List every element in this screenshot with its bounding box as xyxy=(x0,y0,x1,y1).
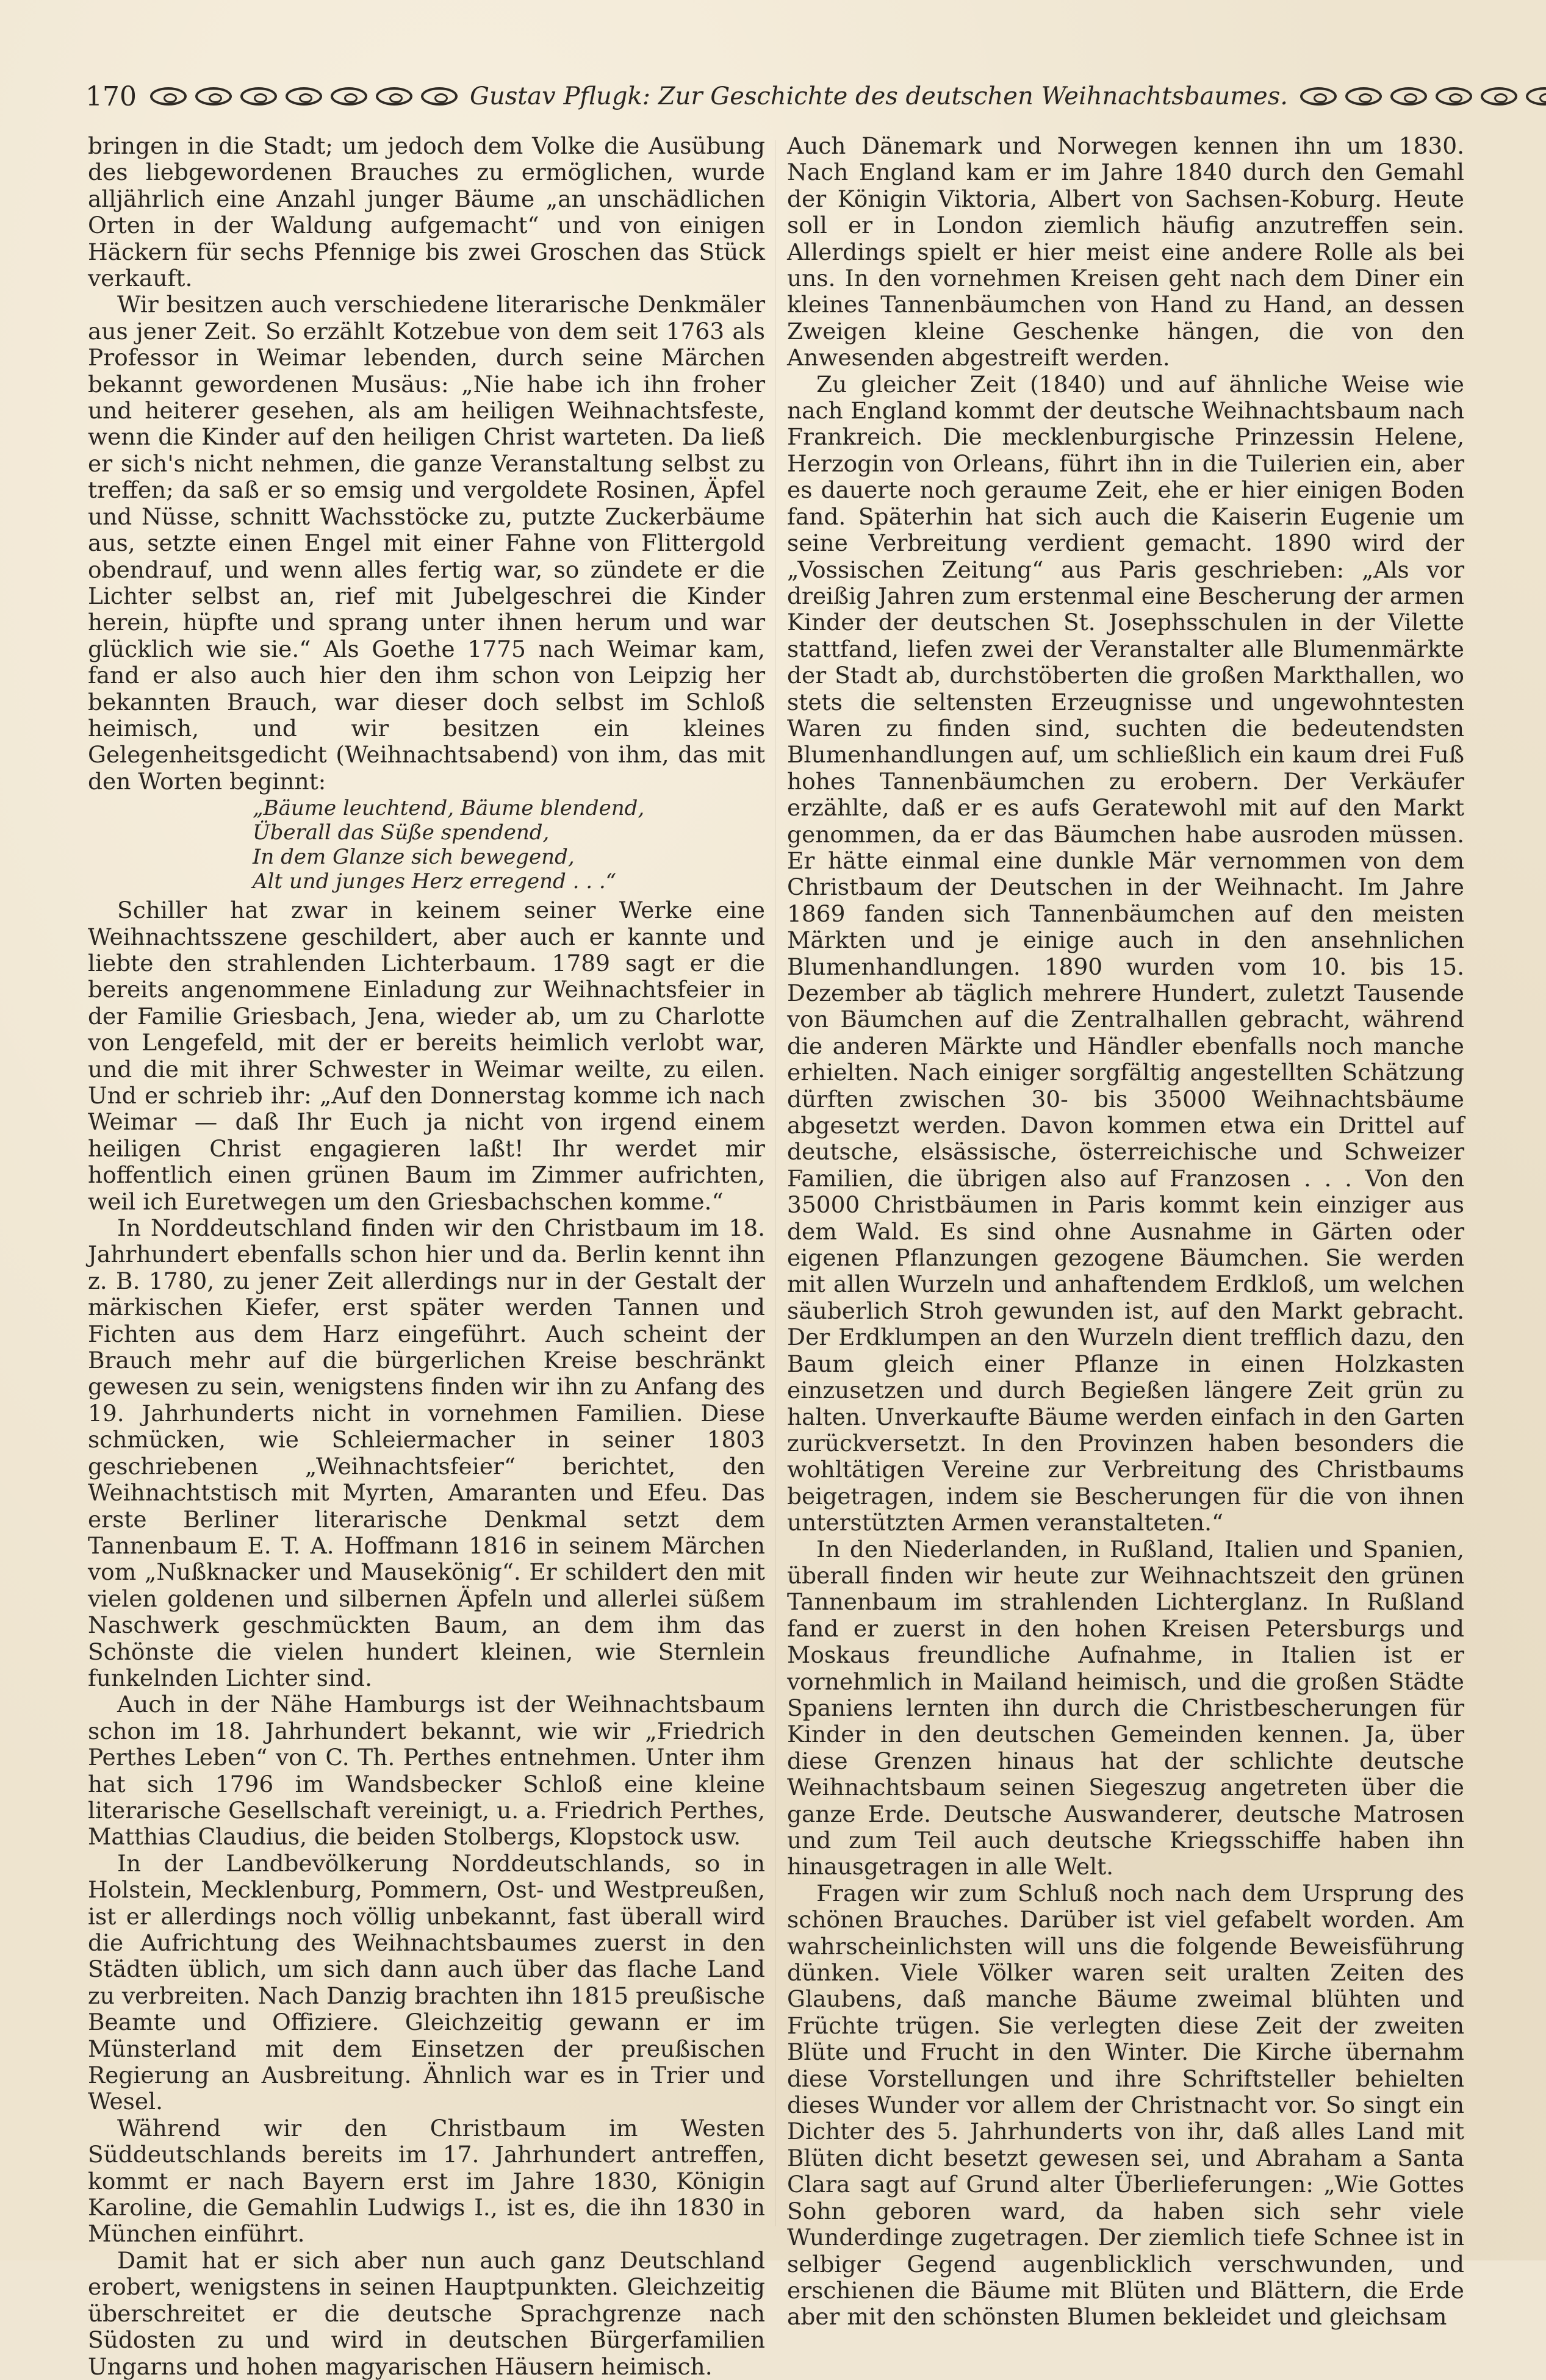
right-column xyxy=(787,133,1464,2331)
poem-line: In dem Glanze sich bewegend, xyxy=(253,845,575,870)
paragraph: Zu gleicher Zeit (1840) und auf ähnliche Weise wie nach England kommt der deutsche Weihnachtsbaum nach Frankreich. Die mecklenburgische Prinzessin Helene, Herzogin von Orleans, führt ihn in die Tuilerien ein, aber es dauerte noch geraume Zeit, ehe er hier einigen Boden fand. Späterhin hat sich auch die Kaiserin Eugenie um seine Verbreitung verdient gemacht. 1890 wird der „Vossischen Zeitung“ aus Paris geschrieben: „Als vor dreißig Jahren zum erstenmal eine Bescherung der armen Kinder der deutschen St. Josephsschulen in der Vilette stattfand, liefen zwei der Veranstalter alle Blumenmärkte der Stadt ab, durchstöberten die großen Markthallen, wo stets die seltensten Erzeugnisse und ungewohntesten Waren zu finden sind, suchten die bedeutendsten Blumenhandlungen auf, um schließlich ein kaum drei Fuß hohes Tannenbäumchen zu erobern. Der Verkäufer erzählte, daß er es aufs Geratewohl mit auf den Markt genommen, da er das Bäumchen habe ausroden müssen. Er hätte einmal eine dunkle Mär vernommen von dem Christbaum der Deutschen in der Weihnacht. Im Jahre 1869 fanden sich Tannenbäumchen auf den meisten Märkten und je einige auch in den ansehnlichen Blumenhandlungen. 1890 wurden vom 10. bis 15. Dezember ab täglich mehrere Hundert, zuletzt Tausende von Bäumchen auf die Zentralhallen gebracht, während die anderen Märkte und Händler ebenfalls noch manche erhielten. Nach einiger sorgfältig angestellten Schätzung dürften zwischen 30- bis 35000 Weihnachtsbäume abgesetzt werden. Davon kommen etwa ein Drittel auf deutsche, elsässische, österreichische und Schweizer Familien, die übrigen also auf Franzosen . . . Von den 35000 Christbäumen in Paris kommt kein einziger aus dem Wald. Es sind ohne Ausnahme in Gärten oder eigenen Pflanzungen gezogene Bäumchen. Sie werden mit allen Wurzeln und anhaftendem Erdkloß, um welchen säuberlich Stroh gewunden ist, auf den Markt gebracht. Der Erdklumpen an den Wurzeln dient trefflich dazu, den Baum gleich einer Pflanze in einen Holzkasten einzusetzen und durch Begießen längere Zeit grün zu halten. Unverkaufte Bäume werden einfach in den Garten zurückversetzt. In den Provinzen haben besonders die wohltätigen Vereine zur Verbreitung des Christbaums beigetragen, indem sie Bescherungen für die von ihnen unterstützten Armen veranstalteten.“ xyxy=(787,370,1464,1536)
paragraph: Auch Dänemark und Norwegen kennen ihn um 1830. Nach England kam er im Jahre 1840 durch den Gemahl der Königin Viktoria, Albert von Sachsen-Koburg. Heute soll er in London ziemlich häufig anzutreffen sein. Allerdings spielt er hier meist eine andere Rolle als bei uns. In den vornehmen Kreisen geht nach dem Diner ein kleines Tannenbäumchen von Hand zu Hand, an dessen Zweigen kleine Geschenke hängen, die von den Anwesenden abgestreift werden. xyxy=(787,132,1464,371)
page-number: 170 xyxy=(85,81,137,112)
ornament-icon xyxy=(376,87,412,106)
paragraph: In den Niederlanden, in Rußland, Italien und Spanien, überall finden wir heute zur Weihnachtszeit den grünen Tannenbaum im strahlenden Lichterglanz. In Rußland fand er zuerst in den hohen Kreisen Petersburgs und Moskaus freundliche Aufnahme, in Italien ist er vornehmlich in Mailand heimisch, und die großen Städte Spaniens lernten ihn durch die Christbescherungen für Kinder in den deutschen Gemeinden kennen. Ja, über diese Grenzen hinaus hat der schlichte deutsche Weihnachtsbaum seinen Siegeszug angetreten über die ganze Erde. Deutsche Auswanderer, deutsche Matrosen und zum Teil auch deutsche Kriegsschiffe haben ihn hinausgetragen in alle Welt. xyxy=(787,1535,1464,1880)
paragraph: bringen in die Stadt; um jedoch dem Volke die Ausübung des liebgewordenen Brauches zu ermöglichen, wurde alljährlich eine Anzahl junger Bäume „an unschädlichen Orten in der Waldung aufgemacht“ und von einigen Häckern für sechs Pfennige bis zwei Groschen das Stück verkauft. xyxy=(88,132,765,292)
ornament-icon xyxy=(1481,87,1517,106)
ornament-icon xyxy=(150,87,187,106)
ornament-icon xyxy=(1345,87,1382,106)
paragraph: Damit hat er sich aber nun auch ganz Deutschland erobert, wenigstens in seinen Hauptpunkten. Gleichzeitig überschreitet er die deutsche Sprachgrenze nach Südosten zu und wird in deutschen Bürgerfamilien Ungarns und hohen magyarischen Häusern heimisch. xyxy=(88,2246,765,2380)
poem-quote xyxy=(253,796,765,894)
running-title: Gustav Pflugk: Zur Geschichte des deutschen Weihnachtsbaumes. xyxy=(469,82,1288,110)
left-column xyxy=(88,133,765,2380)
ornament-row-right xyxy=(1300,87,1546,106)
ornament-icon xyxy=(1436,87,1472,106)
paragraph: Auch in der Nähe Hamburgs ist der Weihnachtsbaum schon im 18. Jahrhundert bekannt, wie wir „Friedrich Perthes Leben“ von C. Th. Perthes entnehmen. Unter ihm hat sich 1796 im Wandsbecker Schloß eine kleine literarische Gesellschaft vereinigt, u. a. Friedrich Perthes, Matthias Claudius, die beiden Stolbergs, Klopstock usw. xyxy=(88,1691,765,1851)
ornament-icon xyxy=(195,87,232,106)
paragraph: Schiller hat zwar in keinem seiner Werke eine Weihnachtsszene geschildert, aber auch er kannte und liebte den strahlenden Lichterbaum. 1789 sagt er die bereits angenommene Einladung zur Weihnachtsfeier in der Familie Griesbach, Jena, wieder ab, um zu Charlotte von Lengefeld, mit der er bereits heimlich verlobt war, und die mit ihrer Schwester in Weimar weilte, zu eilen. Und er schrieb ihr: „Auf den Donnerstag komme ich nach Weimar — daß Ihr Euch ja nicht von irgend einem heiligen Christ engagieren laßt! Ihr werdet mir hoffentlich einen grünen Baum im Zimmer aufrichten, weil ich Euretwegen um den Griesbachschen komme.“ xyxy=(88,897,765,1215)
ornament-icon xyxy=(421,87,458,106)
paragraph: Fragen wir zum Schluß noch nach dem Ursprung des schönen Brauches. Darüber ist viel gefabelt worden. Am wahrscheinlichsten will uns die folgende Beweisführung dünken. Viele Völker waren seit uralten Zeiten des Glaubens, daß manche Bäume zweimal blühten und Früchte trügen. Sie verlegten diese Zeit der zweiten Blüte und Frucht in den Winter. Die Kirche übernahm diese Vorstellungen und ihre Schriftsteller behielten dieses Wunder vor allem der Christnacht vor. So singt ein Dichter des 5. Jahrhunderts von ihr, daß alles Land mit Blüten dicht besetzt gewesen sei, und Abraham a Santa Clara sagt auf Grund alter Überlieferungen: „Wie Gottes Sohn geboren ward, da haben sich sehr viele Wunderdinge zugetragen. Der ziemlich tiefe Schnee ist in selbiger Gegend augenblicklich verschwunden, und erschienen die Bäume mit Blüten und Blättern, die Erde aber mit den schönsten Blumen bekleidet und gleichsam xyxy=(787,1879,1464,2331)
ornament-icon xyxy=(286,87,322,106)
poem-line: „Bäume leuchtend, Bäume blendend, xyxy=(253,796,645,821)
poem-line: Überall das Süße spendend, xyxy=(253,820,550,845)
ornament-icon xyxy=(240,87,277,106)
paragraph: Wir besitzen auch verschiedene literarische Denkmäler aus jener Zeit. So erzählt Kotzebue von dem seit 1763 als Professor in Weimar lebenden, durch seine Märchen bekannt gewordenen Musäus: „Nie habe ich ihn froher und heiterer gesehen, als am heiligen Weihnachtsfeste, wenn die Kinder auf den heiligen Christ warteten. Da ließ er sich's nicht nehmen, die ganze Veranstaltung selbst zu treffen; da saß er so emsig und vergoldete Rosinen, Äpfel und Nüsse, schnitt Wachsstöcke zu, putzte Zuckerbäume aus, setzte einen Engel mit einer Fahne von Flittergold obendrauf, und wenn alles fertig war, so zündete er die Lichter selbst an, rief mit Jubelgeschrei die Kinder herein, hüpfte und sprang unter ihnen herum und war glücklich wie sie.“ Als Goethe 1775 nach Weimar kam, fand er also auch hier den ihm schon von Leipzig her bekannten Brauch, war dieser doch selbst im Schloß heimisch, und wir besitzen ein kleines Gelegenheitsgedicht (Weihnachtsabend) von ihm, das mit den Worten beginnt: xyxy=(88,291,765,795)
ornament-icon xyxy=(1526,87,1546,106)
paragraph: Während wir den Christbaum im Westen Süddeutschlands bereits im 17. Jahrhundert antreffen, kommt er nach Bayern erst im Jahre 1830, Königin Karoline, die Gemahlin Ludwigs I., ist es, die ihn 1830 in München einführt. xyxy=(88,2114,765,2248)
ornament-row-left xyxy=(150,87,458,106)
ornament-icon xyxy=(1300,87,1337,106)
paragraph: In der Landbevölkerung Norddeutschlands, so in Holstein, Mecklenburg, Pommern, Ost- und Westpreußen, ist er allerdings noch völlig unbekannt, fast überall wird die Aufrichtung des Weihnachtsbaumes zuerst in den Städten üblich, um sich dann auch über das flache Land zu verbreiten. Nach Danzig brachten ihn 1815 preußische Beamte und Offiziere. Gleichzeitig gewann er im Münsterland mit dem Einsetzen der preußischen Regierung an Ausbreitung. Ähnlich war es in Trier und Wesel. xyxy=(88,1849,765,2115)
poem-line: Alt und junges Herz erregend . . .“ xyxy=(253,869,617,894)
ornament-icon xyxy=(331,87,367,106)
page-header xyxy=(85,72,1464,121)
ornament-icon xyxy=(1390,87,1427,106)
paragraph: In Norddeutschland finden wir den Christbaum im 18. Jahrhundert ebenfalls schon hier und da. Berlin kennt ihn z. B. 1780, zu jener Zeit allerdings nur in der Gestalt der märkischen Kiefer, erst später werden Tannen und Fichten aus dem Harz eingeführt. Auch scheint der Brauch mehr auf die bürgerlichen Kreise beschränkt gewesen zu sein, wenigstens finden wir ihn zu Anfang des 19. Jahrhunderts nicht in vornehmen Familien. Diese schmücken, wie Schleiermacher in seiner 1803 geschriebenen „Weihnachtsfeier“ berichtet, den Weihnachtstisch mit Myrten, Amaranten und Efeu. Das erste Berliner literarische Denkmal setzt dem Tannenbaum E. T. A. Hoffmann 1816 in seinem Märchen vom „Nußknacker und Mausekönig“. Er schildert den mit vielen goldenen und silbernen Äpfeln und allerlei süßem Naschwerk geschmückten Baum, an dem ihm das Schönste die vielen hundert kleinen, wie Sternlein funkelnden Lichter sind. xyxy=(88,1214,765,1691)
